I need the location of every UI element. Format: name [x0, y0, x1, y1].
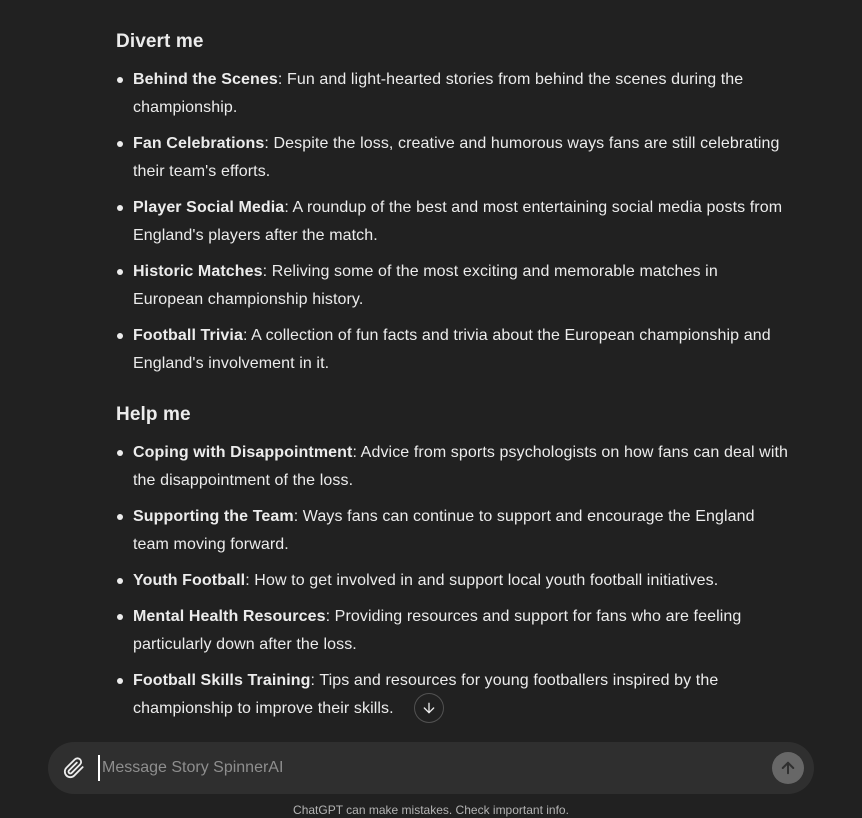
- list-item: [116, 667, 792, 723]
- list-item: [116, 194, 792, 250]
- arrow-down-icon: [421, 700, 437, 716]
- item-title: Behind the Scenes: [133, 71, 278, 88]
- item-title: Fan Celebrations: [133, 135, 265, 152]
- scroll-to-bottom-button[interactable]: [414, 693, 444, 723]
- item-description: : How to get involved in and support local youth football initiatives.: [245, 572, 719, 589]
- list-item: [116, 66, 792, 122]
- item-title: Football Skills Training: [133, 672, 311, 689]
- arrow-up-icon: [779, 759, 797, 777]
- send-button[interactable]: [772, 752, 804, 784]
- section-heading: Help me: [116, 404, 191, 425]
- item-description: : Reliving some of the most exciting and memorable matches in European championship history.: [133, 263, 718, 308]
- item-description: : A roundup of the best and most entertaining social media posts from England's players after the match.: [133, 199, 783, 244]
- section-heading: Divert me: [116, 31, 204, 52]
- item-title: Player Social Media: [133, 199, 285, 216]
- list-item: [116, 322, 792, 378]
- message-input[interactable]: [92, 742, 814, 794]
- item-title: Supporting the Team: [133, 508, 294, 525]
- list-item: [116, 567, 792, 595]
- message-composer: [48, 742, 814, 794]
- list-item: [116, 130, 792, 186]
- item-title: Football Trivia: [133, 327, 243, 344]
- section-list: [116, 66, 792, 378]
- item-description: : Tips and resources for young footballers inspired by the championship to improve their skills.: [133, 672, 719, 717]
- list-item: [116, 439, 792, 495]
- section-list: [116, 439, 792, 723]
- list-item: [116, 503, 792, 559]
- item-title: Coping with Disappointment: [133, 444, 353, 461]
- item-description: : A collection of fun facts and trivia about the European championship and England's involvement in it.: [133, 327, 771, 372]
- text-cursor: [98, 755, 100, 781]
- item-description: : Fun and light-hearted stories from behind the scenes during the championship.: [133, 71, 744, 116]
- item-title: Youth Football: [133, 572, 246, 589]
- paperclip-icon: [63, 757, 85, 779]
- attach-file-button[interactable]: [56, 750, 92, 786]
- disclaimer-text: ChatGPT can make mistakes. Check important info.: [293, 803, 569, 817]
- item-title: Mental Health Resources: [133, 608, 326, 625]
- item-description: : Despite the loss, creative and humorous ways fans are still celebrating their team's efforts.: [133, 135, 780, 180]
- list-item: [116, 603, 792, 659]
- list-item: [116, 258, 792, 314]
- item-description: : Providing resources and support for fans who are feeling particularly down after the loss.: [133, 608, 742, 653]
- assistant-message: [116, 0, 792, 723]
- item-description: : Ways fans can continue to support and encourage the England team moving forward.: [133, 508, 755, 553]
- item-description: : Advice from sports psychologists on how fans can deal with the disappointment of the loss.: [133, 444, 789, 489]
- item-title: Historic Matches: [133, 263, 263, 280]
